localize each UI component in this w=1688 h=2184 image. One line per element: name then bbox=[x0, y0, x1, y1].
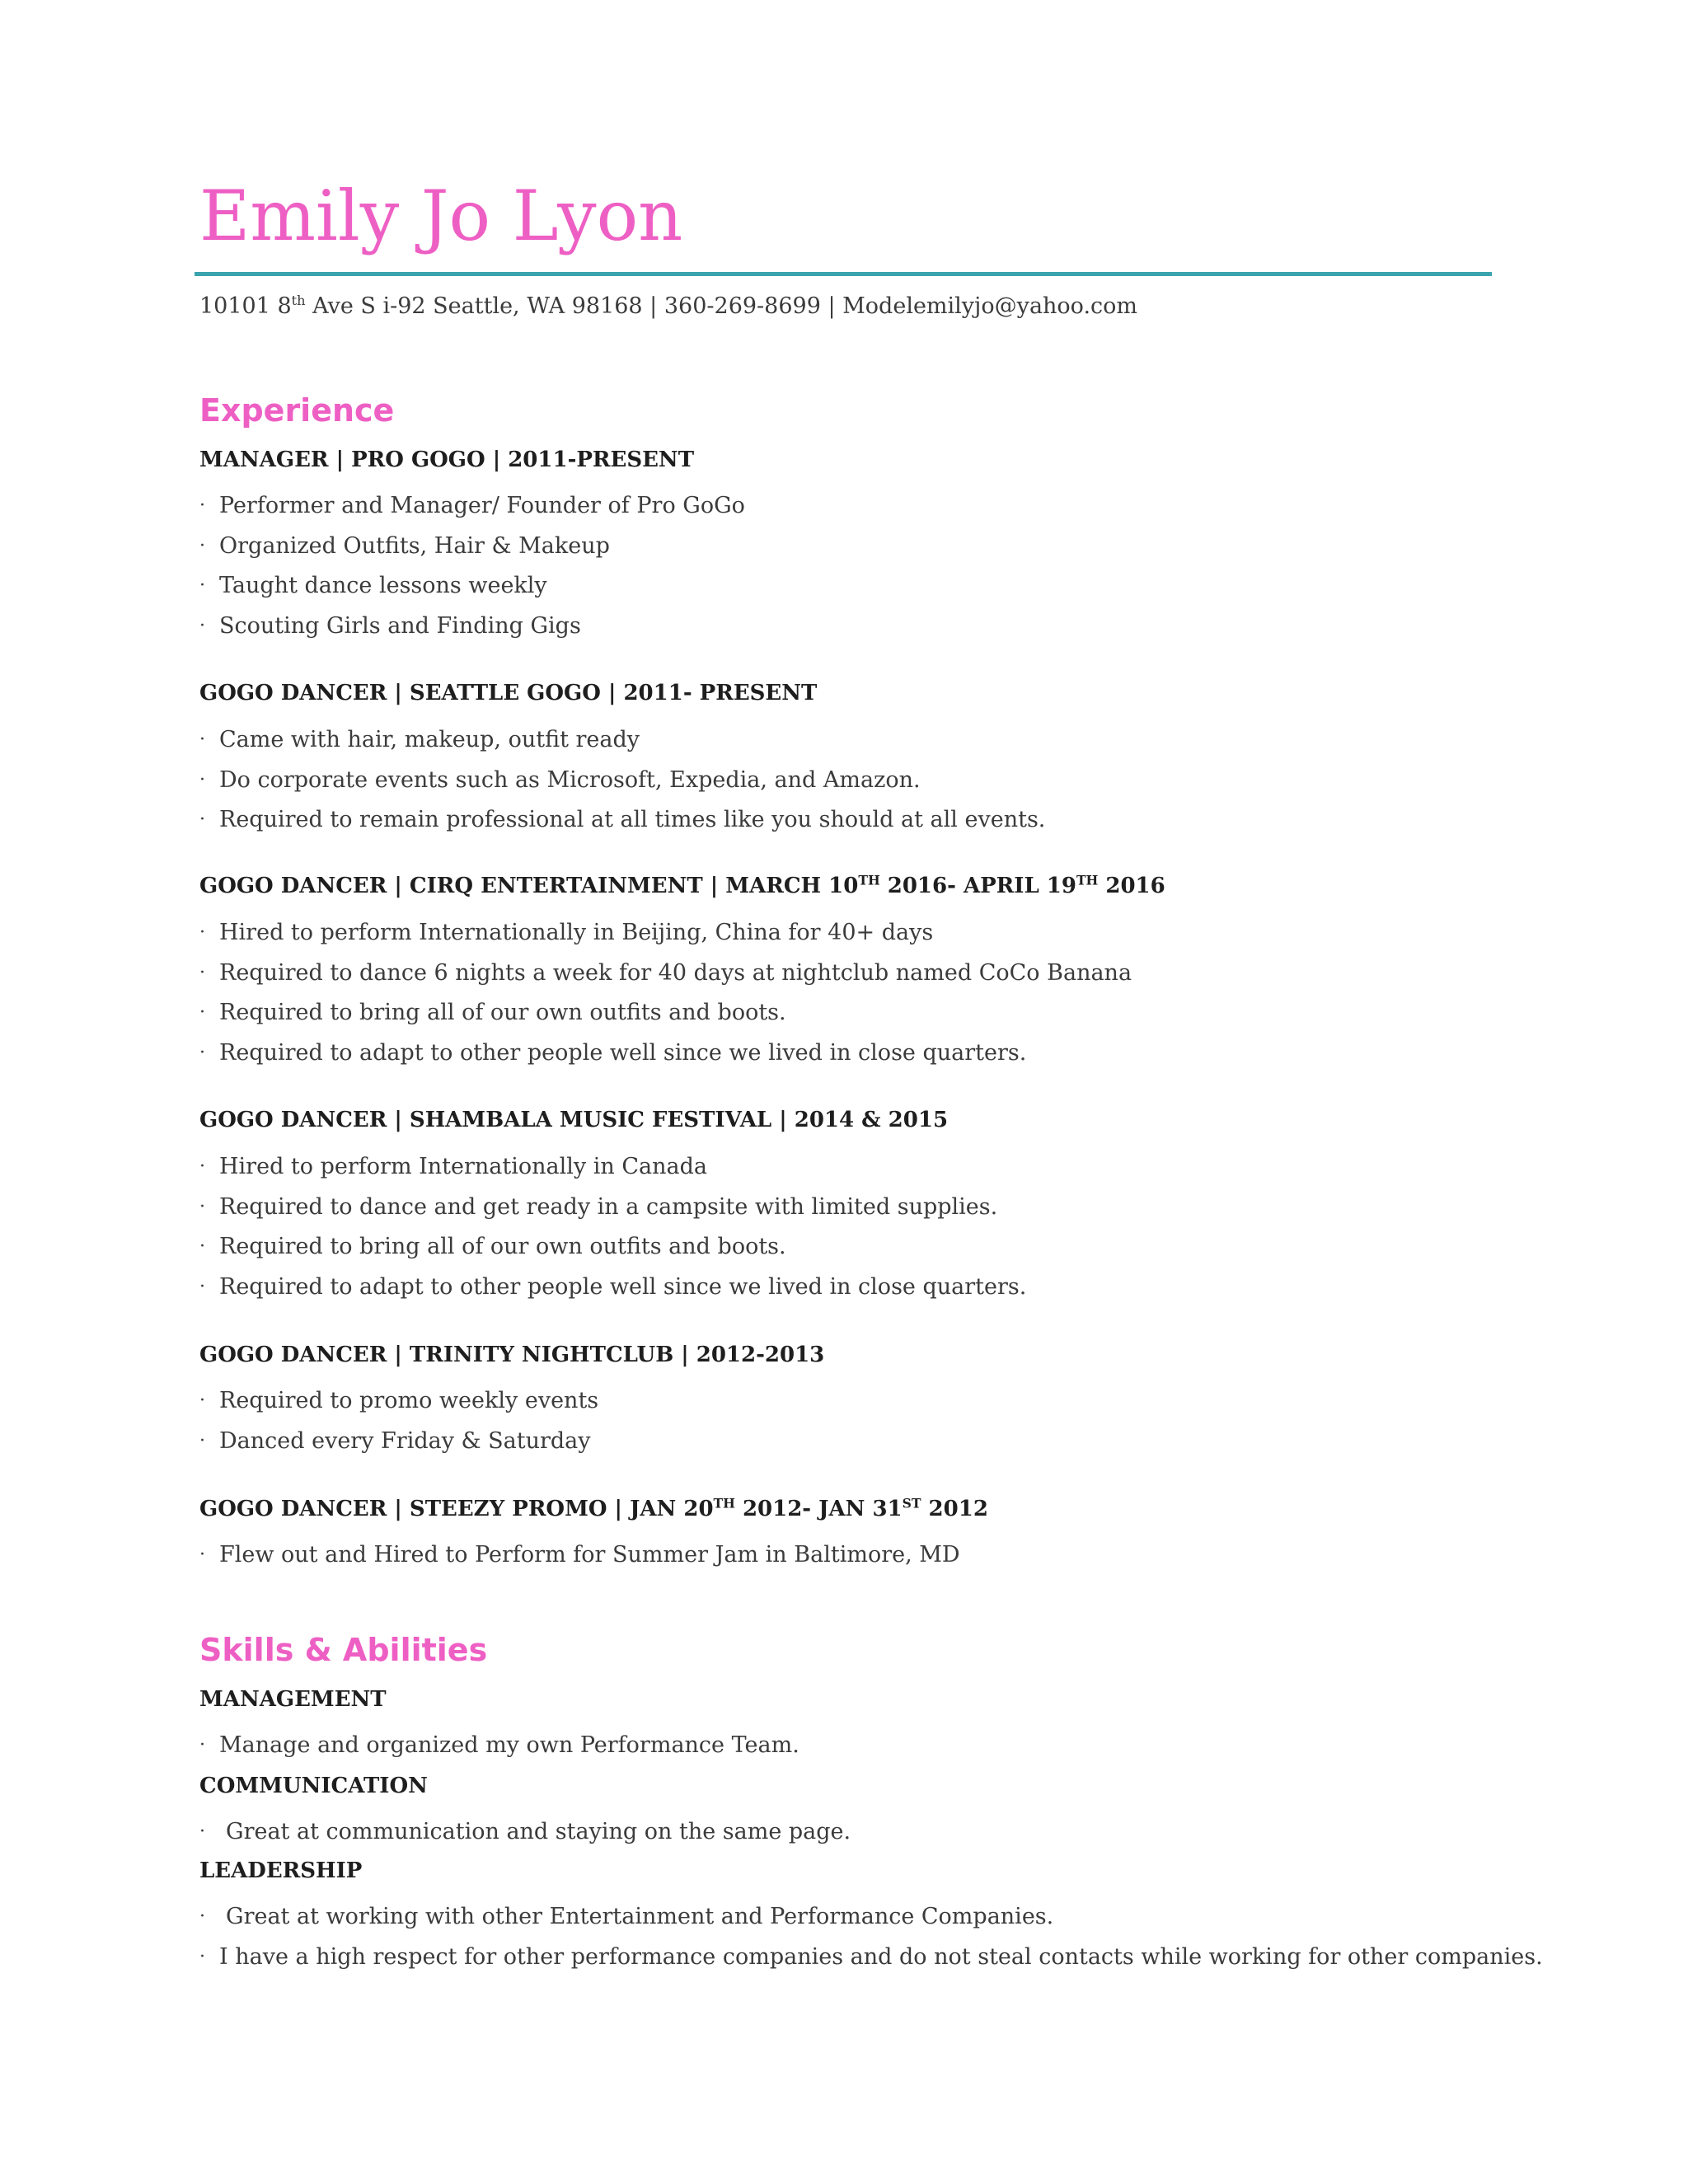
bullet-icon: · bbox=[199, 1735, 205, 1755]
job-title: MANAGER | PRO GOGO | 2011-PRESENT bbox=[199, 448, 695, 472]
bullet-text: Taught dance lessons weekly bbox=[219, 573, 547, 598]
bullet-icon: · bbox=[199, 575, 205, 596]
bullet-icon: · bbox=[199, 1821, 205, 1842]
job-bullets bbox=[199, 1152, 1026, 1312]
bullet-text: Required to dance and get ready in a campsite with limited supplies. bbox=[219, 1193, 998, 1220]
bullet-icon: · bbox=[199, 615, 205, 636]
skills-heading: Skills & Abilities bbox=[199, 1632, 488, 1668]
title-sup: ST bbox=[902, 1495, 921, 1511]
skill-bullets bbox=[199, 1902, 1543, 1982]
bullet-icon: · bbox=[199, 1390, 205, 1411]
list-item bbox=[199, 1427, 598, 1467]
skill-bullets bbox=[199, 1817, 851, 1858]
bullet-icon: · bbox=[199, 1544, 205, 1565]
list-item bbox=[199, 958, 1132, 999]
list-item bbox=[199, 918, 1132, 958]
bullet-icon: · bbox=[199, 1946, 205, 1967]
bullet-text: Hired to perform Internationally in Canada bbox=[219, 1154, 707, 1179]
bullet-icon: · bbox=[199, 809, 205, 830]
title-sup: TH bbox=[1076, 872, 1099, 888]
list-item bbox=[199, 1272, 1026, 1313]
experience-heading: Experience bbox=[199, 392, 395, 429]
job-bullets bbox=[199, 725, 1045, 846]
resume-name: Emily Jo Lyon bbox=[199, 176, 683, 256]
job-bullets bbox=[199, 1386, 598, 1466]
bullet-text: Flew out and Hired to Perform for Summer Jam in Baltimore, MD bbox=[219, 1542, 960, 1568]
list-item bbox=[199, 805, 1045, 846]
skill-bullets bbox=[199, 1731, 799, 1771]
bullet-icon: · bbox=[199, 769, 205, 790]
list-item bbox=[199, 1038, 1132, 1079]
bullet-icon: · bbox=[199, 1196, 205, 1217]
bullet-icon: · bbox=[199, 1236, 205, 1257]
job-title: GOGO DANCER | TRINITY NIGHTCLUB | 2012-2013 bbox=[199, 1343, 825, 1367]
address-pre: 10101 8 bbox=[199, 293, 292, 319]
list-item bbox=[199, 1943, 1543, 1983]
job-bullets bbox=[199, 1540, 960, 1581]
bullet-text: Scouting Girls and Finding Gigs bbox=[219, 612, 581, 639]
bullet-icon: · bbox=[199, 535, 205, 556]
list-item bbox=[199, 1232, 1026, 1272]
address-sup: th bbox=[291, 293, 306, 308]
list-item bbox=[199, 1540, 960, 1581]
job-title bbox=[199, 871, 1165, 901]
bullet-icon: · bbox=[199, 1002, 205, 1023]
title-part: 2016 bbox=[1098, 874, 1165, 898]
skill-title: COMMUNICATION bbox=[199, 1774, 428, 1798]
title-sup: TH bbox=[858, 872, 880, 888]
list-item bbox=[199, 1731, 799, 1771]
title-sup: TH bbox=[713, 1495, 735, 1511]
bullet-text: Hired to perform Internationally in Beijing, China for 40+ days bbox=[219, 920, 934, 945]
address-post: Ave S i-92 Seattle, WA 98168 | 360-269-8699 | Modelemilyjo@yahoo.com bbox=[305, 293, 1138, 319]
bullet-icon: · bbox=[199, 1430, 205, 1451]
skill-title: MANAGEMENT bbox=[199, 1687, 387, 1712]
list-item bbox=[199, 766, 1045, 806]
title-part: 2012- JAN 31 bbox=[734, 1497, 903, 1521]
bullet-text: Required to bring all of our own outfits and boots. bbox=[219, 1234, 786, 1259]
bullet-text: Required to remain professional at all times like you should at all events. bbox=[219, 807, 1046, 832]
contact-line bbox=[199, 292, 1137, 321]
bullet-text: I have a high respect for other performance companies and do not steal contacts while working for other companies. bbox=[219, 1943, 1543, 1970]
header-rule bbox=[195, 272, 1492, 276]
bullet-icon: · bbox=[199, 1156, 205, 1177]
job-title: GOGO DANCER | SHAMBALA MUSIC FESTIVAL | 2014 & 2015 bbox=[199, 1108, 949, 1132]
job-title bbox=[199, 1494, 988, 1524]
title-part: GOGO DANCER | CIRQ ENTERTAINMENT | MARCH 10 bbox=[199, 874, 859, 898]
bullet-text: Do corporate events such as Microsoft, Expedia, and Amazon. bbox=[219, 766, 921, 793]
bullet-text: Required to bring all of our own outfits and boots. bbox=[219, 1000, 786, 1025]
bullet-icon: · bbox=[199, 922, 205, 943]
list-item bbox=[199, 1902, 1543, 1943]
bullet-text: Organized Outfits, Hair & Makeup bbox=[219, 532, 610, 559]
list-item bbox=[199, 1193, 1026, 1233]
job-bullets bbox=[199, 918, 1132, 1078]
bullet-text: Performer and Manager/ Founder of Pro GoGo bbox=[219, 493, 745, 518]
title-part: GOGO DANCER | STEEZY PROMO | JAN 20 bbox=[199, 1497, 714, 1521]
list-item bbox=[199, 571, 745, 612]
bullet-text: Danced every Friday & Saturday bbox=[219, 1427, 591, 1454]
bullet-text: Manage and organized my own Performance Team. bbox=[219, 1732, 799, 1758]
list-item bbox=[199, 1817, 851, 1858]
bullet-icon: · bbox=[199, 1276, 205, 1297]
list-item bbox=[199, 532, 745, 572]
bullet-text: Great at working with other Entertainment and Performance Companies. bbox=[226, 1904, 1054, 1929]
bullet-icon: · bbox=[199, 495, 205, 516]
bullet-text: Required to adapt to other people well since we lived in close quarters. bbox=[219, 1273, 1027, 1300]
job-bullets bbox=[199, 491, 745, 651]
title-part: 2012 bbox=[921, 1497, 988, 1521]
list-item bbox=[199, 1386, 598, 1427]
bullet-icon: · bbox=[199, 1042, 205, 1063]
list-item bbox=[199, 491, 745, 532]
bullet-icon: · bbox=[199, 729, 205, 750]
bullet-text: Came with hair, makeup, outfit ready bbox=[219, 727, 640, 752]
skill-title: LEADERSHIP bbox=[199, 1858, 363, 1883]
bullet-icon: · bbox=[199, 1906, 205, 1927]
list-item bbox=[199, 725, 1045, 766]
bullet-text: Required to adapt to other people well since we lived in close quarters. bbox=[219, 1039, 1027, 1066]
title-part: 2016- APRIL 19 bbox=[879, 874, 1076, 898]
bullet-text: Great at communication and staying on the same page. bbox=[226, 1819, 851, 1844]
bullet-text: Required to promo weekly events bbox=[219, 1388, 599, 1413]
list-item bbox=[199, 998, 1132, 1038]
bullet-icon: · bbox=[199, 962, 205, 983]
list-item bbox=[199, 612, 745, 652]
job-title: GOGO DANCER | SEATTLE GOGO | 2011- PRESENT bbox=[199, 681, 818, 705]
bullet-text: Required to dance 6 nights a week for 40 days at nightclub named CoCo Banana bbox=[219, 959, 1132, 986]
list-item bbox=[199, 1152, 1026, 1193]
